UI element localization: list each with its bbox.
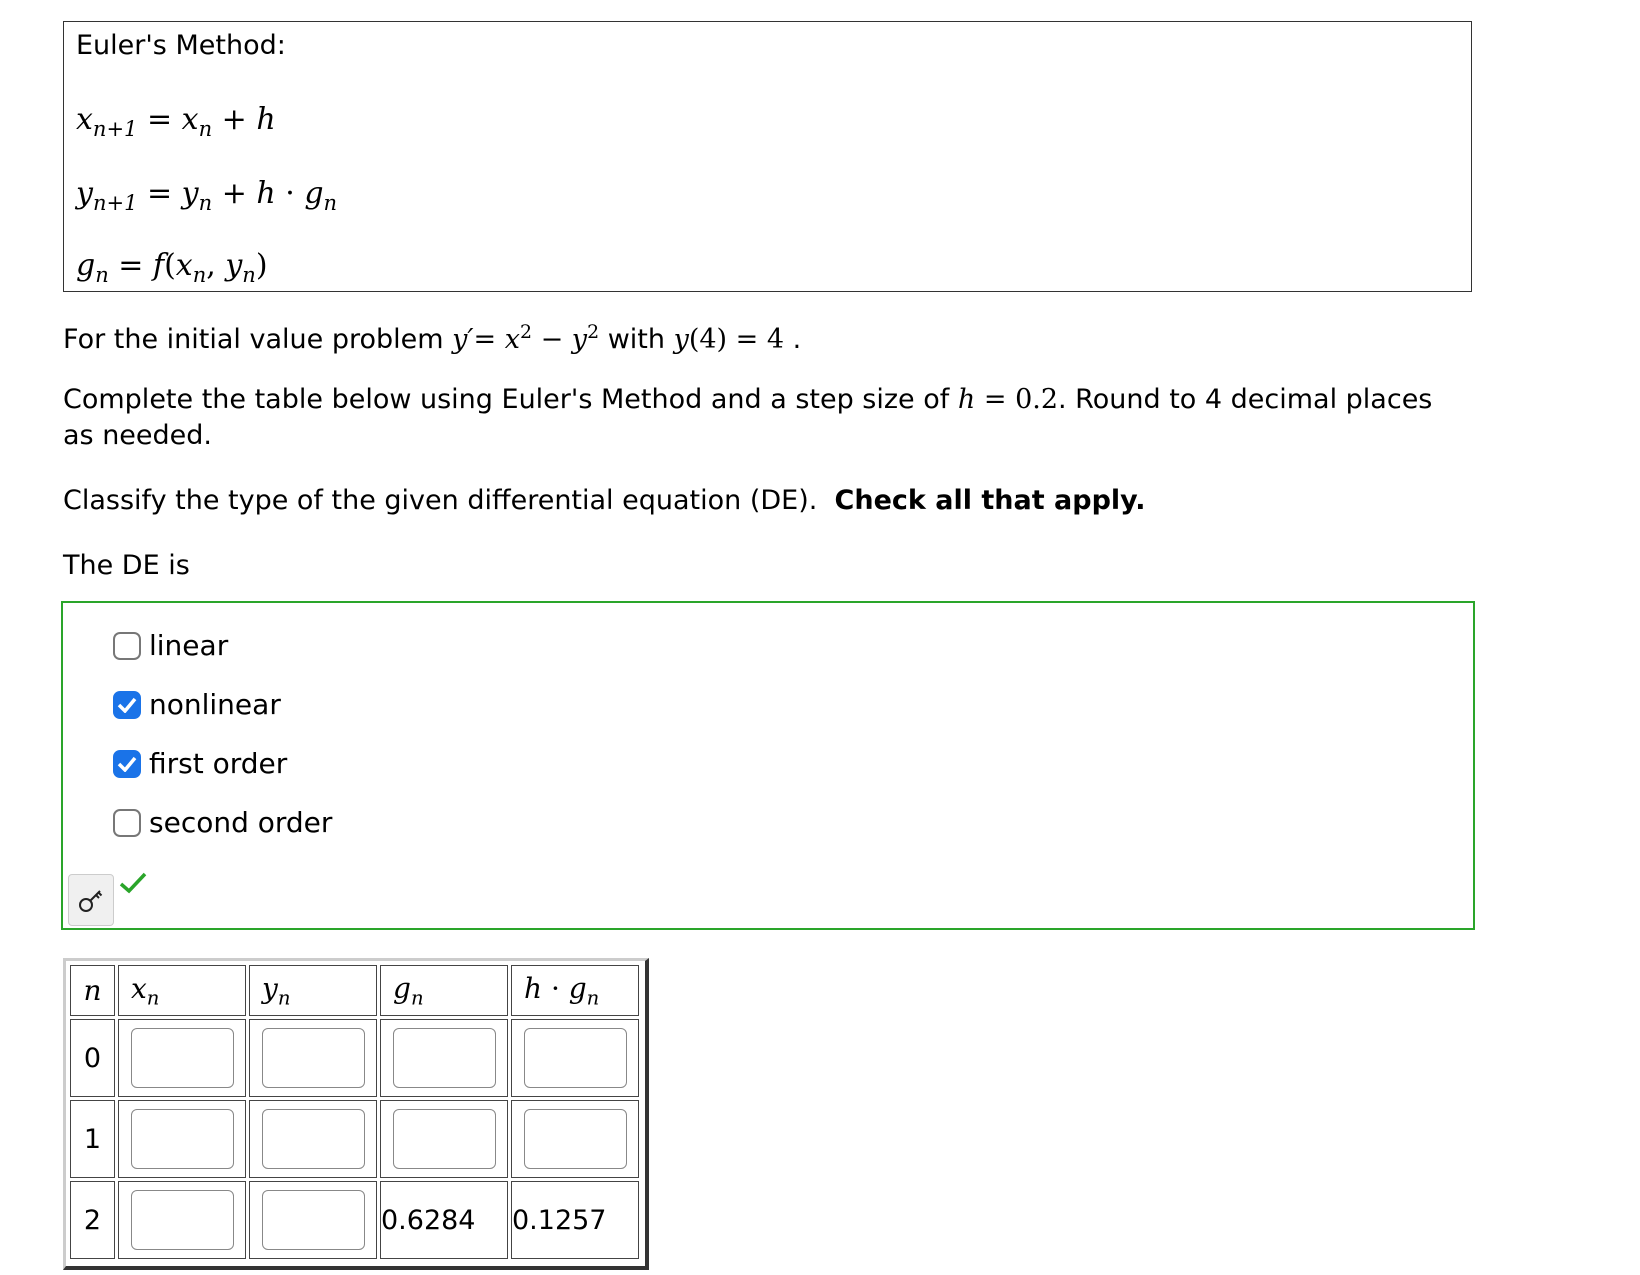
- header-n: n: [70, 965, 115, 1016]
- header-h-gn: $h \cdot g_n$: [511, 965, 639, 1016]
- table-row: [70, 1019, 639, 1097]
- answer-box: [61, 601, 1475, 930]
- header-xn: $x_n$: [118, 965, 246, 1016]
- xn-input[interactable]: [131, 1028, 234, 1088]
- instructions: Complete the table below using Euler's Method and a step size of h = 0.2. Round to 4 decimal places as needed.: [63, 384, 1433, 451]
- ivp-statement: For the initial value problem $y'= x^2 - y^2$ with y(4) = 4 .: [63, 321, 802, 355]
- gn-input[interactable]: [393, 1109, 496, 1169]
- row-index: 0: [70, 1019, 115, 1097]
- classify-prompt: Classify the type of the given differential equation (DE). Check all that apply.: [63, 485, 1146, 516]
- option-second-order[interactable]: [113, 806, 332, 839]
- checkbox-first-order[interactable]: [113, 750, 141, 778]
- de-is-label: The DE is: [63, 550, 190, 581]
- gn-value: 0.6284: [380, 1181, 508, 1259]
- option-first-order[interactable]: [113, 747, 287, 780]
- h-gn-value: 0.1257: [511, 1181, 639, 1259]
- correct-check-icon: [119, 871, 147, 895]
- equation-y-update: $y_{n+1} = y_n + h \cdot g_n$: [76, 176, 338, 215]
- equation-g-definition: $g_n = f(x_n$, $y_n$): [76, 248, 268, 287]
- option-label: nonlinear: [149, 688, 281, 721]
- xn-input[interactable]: [131, 1190, 234, 1250]
- euler-title: Euler's Method:: [76, 30, 286, 61]
- euler-method-box: [63, 21, 1472, 292]
- xn-input[interactable]: [131, 1109, 234, 1169]
- key-button[interactable]: [68, 874, 114, 926]
- row-index: 2: [70, 1181, 115, 1259]
- table-header-row: [70, 965, 639, 1016]
- header-gn: $g_n$: [380, 965, 508, 1016]
- yn-input[interactable]: [262, 1190, 365, 1250]
- table-row: [70, 1181, 639, 1259]
- option-nonlinear[interactable]: [113, 688, 281, 721]
- gn-input[interactable]: [393, 1028, 496, 1088]
- yn-input[interactable]: [262, 1028, 365, 1088]
- checkbox-nonlinear[interactable]: [113, 691, 141, 719]
- option-linear[interactable]: [113, 629, 228, 662]
- option-label: first order: [149, 747, 288, 780]
- euler-table: [63, 958, 649, 1270]
- row-index: 1: [70, 1100, 115, 1178]
- checkbox-second-order[interactable]: [113, 809, 141, 837]
- header-yn: $y_n$: [249, 965, 377, 1016]
- table-row: [70, 1100, 639, 1178]
- option-label: second order: [149, 806, 333, 839]
- h-gn-input[interactable]: [524, 1109, 627, 1169]
- h-gn-input[interactable]: [524, 1028, 627, 1088]
- checkbox-linear[interactable]: [113, 632, 141, 660]
- equation-x-update: $x_{n+1} = x_n + h$: [76, 102, 276, 141]
- yn-input[interactable]: [262, 1109, 365, 1169]
- key-icon: [76, 885, 106, 915]
- option-label: linear: [149, 629, 229, 662]
